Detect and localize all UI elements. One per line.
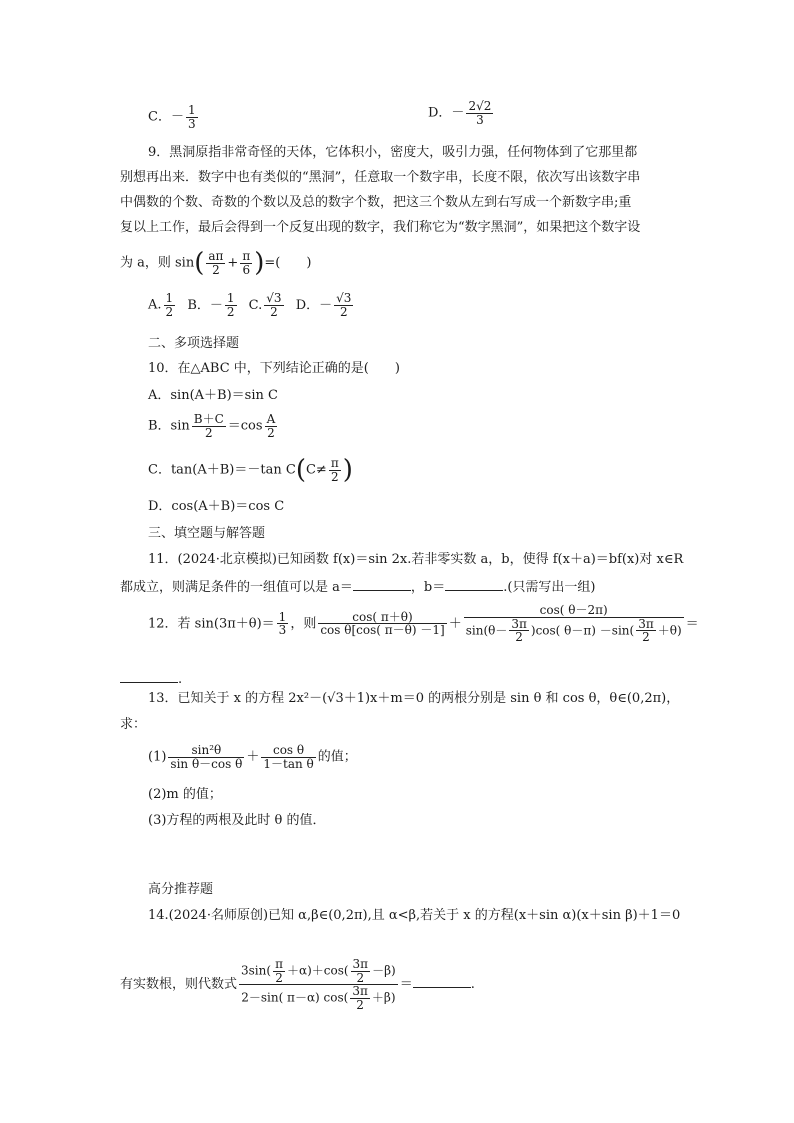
- q11-line-2: 都成立，则满足条件的一组值可以是 a＝ ，b＝ .(只需写出一组): [120, 576, 596, 598]
- q12-blank[interactable]: [120, 668, 178, 683]
- q14-blank[interactable]: [413, 973, 471, 988]
- q11-blank-a[interactable]: [353, 576, 411, 591]
- q8-option-c: C．－ $\frac{1}{3}$: [148, 103, 196, 131]
- q13-line-1: 13．已知关于 x 的方程 2x²－(√3＋1)x＋m＝0 的两根分别是 sin θ 和 cos θ，θ∈(0,2π)，: [148, 691, 680, 706]
- q10-option-b: B．sin $\frac{B+C}{2}$ ＝cos $\frac{A}{2}$: [148, 412, 276, 440]
- q9-line-4: 复以上工作，最后会得到一个反复出现的数字，我们称它为“数字黑洞”，如果把这个数字设: [120, 220, 641, 235]
- q10-option-c: C．tan(A＋B)＝－tan C(C≠ $\frac{\pi}{2}$ ): [148, 455, 353, 486]
- q12-expression: 12．若 sin(3π＋θ)＝ $\frac{1}{3}$ ，则 $\frac{\cos( \pi+\theta)}{\text{cos θ[cos( π－θ) －1]}}$ ＋ cos( θ－2π) sin(θ－ $\frac{3\pi}{2}$ )cos( θ－π) －sin( $\frac{3\pi}{2}$ ＋θ) ＝: [148, 603, 699, 645]
- q9-options: A. $\frac{1}{2}$ B．－ $\frac{1}{2}$ C. $\frac{√3}{2}$ D．－ $\frac{√3}{2}$: [148, 291, 352, 319]
- q13-part-1: (1) $\frac{\text{sin²θ}}{\text{sin θ－cos θ}}$ ＋ $\frac{\text{cos θ}}{\text{1－tan θ}}$ 的值；: [148, 743, 357, 771]
- q11-line-1: 11．(2024·北京模拟)已知函数 f(x)＝sin 2x.若非零实数 a，b，使得 f(x＋a)＝bf(x)对 x∈R: [148, 552, 684, 567]
- q9-line-5: 为 a，则 sin( $\frac{a\pi}{2}$ + $\frac{\pi}{6}$ )=( ): [120, 248, 312, 279]
- q11-blank-b[interactable]: [445, 576, 503, 591]
- section-high-score: 高分推荐题: [148, 882, 214, 897]
- q10-option-d: D．cos(A＋B)＝cos C: [148, 499, 285, 514]
- section-fill-answer: 三、填空题与解答题: [148, 526, 266, 541]
- q14-line-2: 有实数根，则代数式 3sin( $\frac{\pi}{2}$ ＋α)＋cos( $\frac{3\pi}{2}$ －β) 2－sin( π－α) cos( $\frac{3\pi}{2}$ ＋β) ＝ .: [120, 957, 475, 1012]
- q10-stem: 10．在△ABC 中，下列结论正确的是( ): [148, 361, 400, 376]
- section-multi-choice: 二、多项选择题: [148, 336, 240, 351]
- q9-line-1: 9．黑洞原指非常奇怪的天体，它体积小，密度大，吸引力强，任何物体到了它那里都: [148, 145, 638, 160]
- q8-option-d: D．－ $\frac{2√2}{3}$: [428, 99, 492, 127]
- q12-answer-line: .: [120, 668, 182, 690]
- q9-line-2: 别想再出来．数字中也有类似的“黑洞”，任意取一个数字串，长度不限，依次写出该数字串: [120, 170, 641, 185]
- q14-line-1: 14.(2024·名师原创)已知 α,β∈(0,2π),且 α<β,若关于 x 的方程(x＋sin α)(x＋sin β)＋1＝0: [148, 908, 681, 923]
- q9-line-3: 中偶数的个数、奇数的个数以及总的数字个数，把这三个数从左到右写成一个新数字串;重: [120, 195, 632, 210]
- q10-option-a: A．sin(A＋B)＝sin C: [148, 388, 278, 403]
- q13-part-2: (2)m 的值；: [148, 787, 222, 802]
- q13-part-3: (3)方程的两根及此时 θ 的值．: [148, 813, 326, 828]
- q13-line-2: 求：: [120, 717, 147, 732]
